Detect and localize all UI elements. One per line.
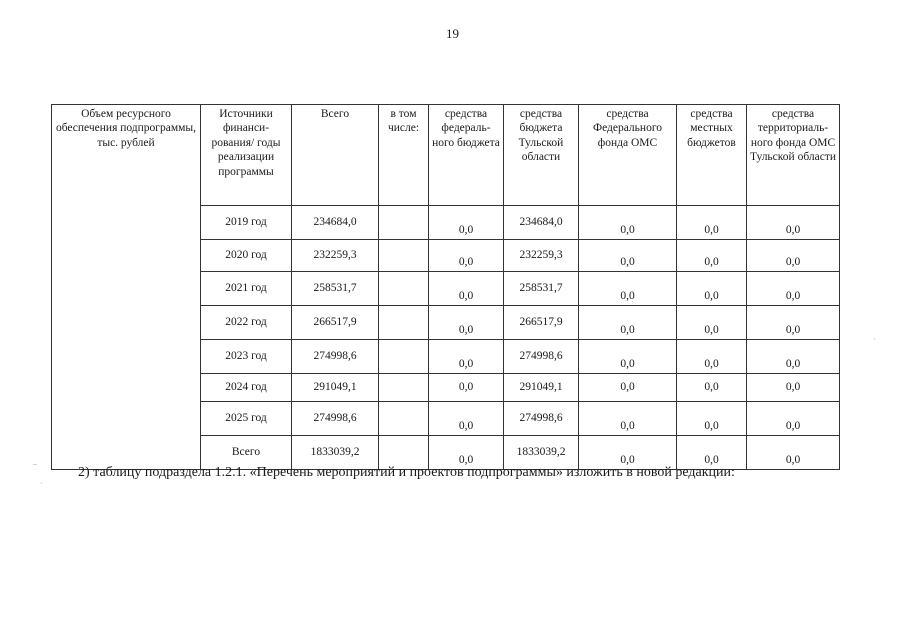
fed-oms-cell: 0,0 bbox=[579, 272, 677, 306]
regional-cell: 291049,1 bbox=[504, 374, 579, 402]
header-cell: Источники финанси-рования/ годы реализации программы bbox=[201, 105, 292, 206]
regional-cell: 234684,0 bbox=[504, 206, 579, 240]
terr-oms-cell: 0,0 bbox=[747, 240, 840, 272]
empty-cell bbox=[379, 272, 429, 306]
fed-oms-cell: 0,0 bbox=[579, 240, 677, 272]
federal-cell: 0,0 bbox=[429, 436, 504, 470]
federal-cell: 0,0 bbox=[429, 206, 504, 240]
header-cell: в том числе: bbox=[379, 105, 429, 206]
total-cell: 232259,3 bbox=[292, 240, 379, 272]
regional-cell: 274998,6 bbox=[504, 402, 579, 436]
fed-oms-cell: 0,0 bbox=[579, 306, 677, 340]
section-label: Объем ресурсного обеспечения подпрограммы, тыс. рублей bbox=[55, 108, 197, 149]
fed-oms-cell: 0,0 bbox=[579, 402, 677, 436]
total-cell: 266517,9 bbox=[292, 306, 379, 340]
total-cell: 258531,7 bbox=[292, 272, 379, 306]
total-cell: 274998,6 bbox=[292, 340, 379, 374]
local-cell: 0,0 bbox=[677, 436, 747, 470]
empty-cell bbox=[379, 402, 429, 436]
header-cell: средства территориаль-ного фонда ОМС Тульской области bbox=[747, 105, 840, 206]
scan-speck: · bbox=[873, 335, 876, 344]
empty-cell bbox=[379, 206, 429, 240]
regional-cell: 274998,6 bbox=[504, 340, 579, 374]
local-cell: 0,0 bbox=[677, 374, 747, 402]
terr-oms-cell: 0,0 bbox=[747, 374, 840, 402]
local-cell: 0,0 bbox=[677, 240, 747, 272]
header-cell: средства федераль-ного бюджета bbox=[429, 105, 504, 206]
header-cell: Всего bbox=[292, 105, 379, 206]
federal-cell: 0,0 bbox=[429, 240, 504, 272]
total-cell: 291049,1 bbox=[292, 374, 379, 402]
empty-cell bbox=[379, 340, 429, 374]
year-cell: 2023 год bbox=[201, 340, 292, 374]
table-header-row bbox=[52, 105, 840, 206]
total-cell: 234684,0 bbox=[292, 206, 379, 240]
fed-oms-cell: 0,0 bbox=[579, 340, 677, 374]
regional-cell: 1833039,2 bbox=[504, 436, 579, 470]
terr-oms-cell: 0,0 bbox=[747, 436, 840, 470]
section-label-cell bbox=[52, 105, 201, 470]
fed-oms-cell: 0,0 bbox=[579, 374, 677, 402]
terr-oms-cell: 0,0 bbox=[747, 340, 840, 374]
total-cell: 1833039,2 bbox=[292, 436, 379, 470]
federal-cell: 0,0 bbox=[429, 374, 504, 402]
local-cell: 0,0 bbox=[677, 306, 747, 340]
header-cell: средства местных бюджетов bbox=[677, 105, 747, 206]
federal-cell: 0,0 bbox=[429, 402, 504, 436]
empty-cell bbox=[379, 240, 429, 272]
year-cell: 2020 год bbox=[201, 240, 292, 272]
terr-oms-cell: 0,0 bbox=[747, 272, 840, 306]
year-cell: 2021 год bbox=[201, 272, 292, 306]
page-number: 19 bbox=[446, 26, 459, 41]
terr-oms-cell: 0,0 bbox=[747, 402, 840, 436]
local-cell: 0,0 bbox=[677, 206, 747, 240]
local-cell: 0,0 bbox=[677, 340, 747, 374]
scan-speck: · bbox=[40, 479, 43, 488]
header-cell: средства Федерального фонда ОМС bbox=[579, 105, 677, 206]
budget-table bbox=[51, 104, 840, 470]
federal-cell: 0,0 bbox=[429, 272, 504, 306]
header-cell: средства бюджета Тульской области bbox=[504, 105, 579, 206]
federal-cell: 0,0 bbox=[429, 306, 504, 340]
year-cell: 2022 год bbox=[201, 306, 292, 340]
instruction-text: 2) таблицу подраздела 1.2.1. «Перечень мероприятий и проектов подпрограммы» изложить в новой редакции: bbox=[78, 465, 735, 480]
empty-cell bbox=[379, 374, 429, 402]
federal-cell: 0,0 bbox=[429, 340, 504, 374]
local-cell: 0,0 bbox=[677, 402, 747, 436]
year-cell: 2019 год bbox=[201, 206, 292, 240]
terr-oms-cell: 0,0 bbox=[747, 206, 840, 240]
year-cell: 2025 год bbox=[201, 402, 292, 436]
fed-oms-cell: 0,0 bbox=[579, 206, 677, 240]
regional-cell: 258531,7 bbox=[504, 272, 579, 306]
local-cell: 0,0 bbox=[677, 272, 747, 306]
fed-oms-cell: 0,0 bbox=[579, 436, 677, 470]
terr-oms-cell: 0,0 bbox=[747, 306, 840, 340]
total-cell: 274998,6 bbox=[292, 402, 379, 436]
regional-cell: 266517,9 bbox=[504, 306, 579, 340]
empty-cell bbox=[379, 306, 429, 340]
scan-speck: ‒ bbox=[33, 459, 37, 468]
regional-cell: 232259,3 bbox=[504, 240, 579, 272]
year-cell: Всего bbox=[201, 436, 292, 470]
year-cell: 2024 год bbox=[201, 374, 292, 402]
